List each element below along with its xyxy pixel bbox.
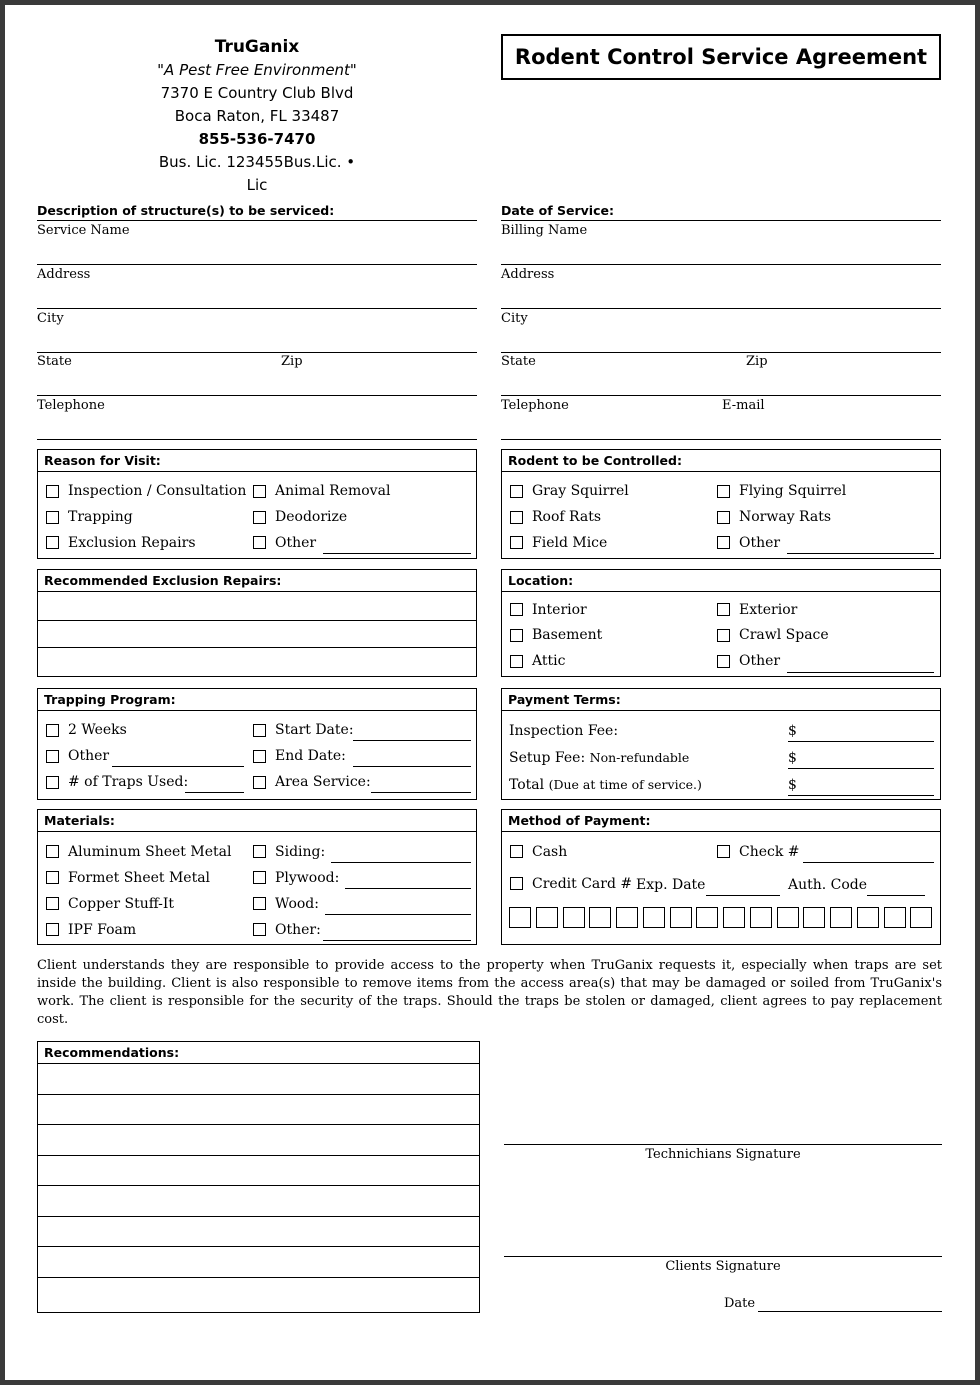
checkbox-flying-squirrel[interactable]	[717, 485, 730, 498]
exclusion-title: Recommended Exclusion Repairs:	[38, 570, 476, 592]
recommendation-row[interactable]	[38, 1246, 479, 1247]
cc-digit-cell[interactable]	[616, 907, 638, 928]
option-interior: Interior	[532, 602, 587, 618]
option-area-service: Area Service:	[275, 774, 371, 790]
option-start-date: Start Date:	[275, 722, 354, 738]
option-inspection: Inspection / Consultation	[68, 483, 247, 499]
address-field[interactable]	[37, 308, 477, 309]
checkbox-exterior[interactable]	[717, 603, 730, 616]
company-name: TruGanix	[214, 37, 300, 57]
date-of-service-field[interactable]	[501, 220, 941, 221]
checkbox-check[interactable]	[717, 845, 730, 858]
recommendation-row[interactable]	[38, 1185, 479, 1186]
rodent-box	[501, 449, 941, 559]
company-address-line2: Boca Raton, FL 33487	[174, 107, 340, 125]
exp-date-label: Exp. Date	[636, 877, 706, 893]
billing-zip-label: Zip	[746, 354, 768, 369]
option-copper: Copper Stuff-It	[68, 896, 175, 912]
setup-fee-label: Setup Fee:	[509, 750, 586, 766]
recommendations-title: Recommendations:	[38, 1042, 479, 1064]
checkbox-basement[interactable]	[510, 629, 523, 642]
rodent-title: Rodent to be Controlled:	[502, 450, 940, 472]
client-disclaimer: Client understands they are responsible to provide access to the property when TruGanix requests it, especially when traps are set inside the building. Client is also responsible to remove items from the access area(s) that may be damaged or soiled from TruGanix's work. The client is responsible for the security of the traps. Should the traps be stolen or damaged, client agrees to pay replacement cost.	[37, 958, 942, 1027]
date-of-service-heading: Date of Service:	[501, 203, 614, 218]
checkbox-norway-rats[interactable]	[717, 511, 730, 524]
billing-name-field[interactable]	[501, 264, 941, 265]
checkbox-animal-removal[interactable]	[253, 485, 266, 498]
cc-digit-cell[interactable]	[830, 907, 852, 928]
location-title: Location:	[502, 570, 940, 592]
option-norway-rats: Norway Rats	[739, 509, 832, 525]
option-exterior: Exterior	[739, 602, 798, 618]
state-label: State	[37, 354, 72, 369]
area-service-field[interactable]	[371, 792, 471, 793]
checkbox-plywood[interactable]	[253, 871, 266, 884]
option-2-weeks: 2 Weeks	[68, 722, 127, 738]
checkbox-traps-used[interactable]	[46, 776, 59, 789]
client-signature-label: Clients Signature	[665, 1259, 781, 1274]
total-note: (Due at time of service.)	[548, 777, 702, 792]
inspection-fee-currency: $	[788, 723, 797, 739]
billing-city-label: City	[501, 311, 528, 326]
option-trapping-other: Other	[68, 748, 110, 764]
option-animal-removal: Animal Removal	[275, 483, 391, 499]
document-title: Rodent Control Service Agreement	[501, 34, 941, 80]
signature-date-field[interactable]	[758, 1311, 942, 1312]
checkbox-rodent-other[interactable]	[717, 536, 730, 549]
option-credit-card: Credit Card #	[532, 876, 633, 892]
checkbox-credit-card[interactable]	[510, 877, 523, 890]
company-phone: 855-536-7470	[198, 130, 316, 148]
option-ipf-foam: IPF Foam	[68, 922, 137, 938]
cc-digit-cell[interactable]	[589, 907, 611, 928]
billing-address-field[interactable]	[501, 308, 941, 309]
method-of-payment-box	[501, 809, 941, 945]
cc-digit-cell[interactable]	[884, 907, 906, 928]
checkbox-aluminum[interactable]	[46, 845, 59, 858]
cc-digit-cell[interactable]	[670, 907, 692, 928]
checkbox-attic[interactable]	[510, 655, 523, 668]
agreement-page	[5, 5, 975, 1380]
checkbox-inspection[interactable]	[46, 485, 59, 498]
divider	[37, 220, 477, 221]
total-currency: $	[788, 777, 797, 793]
auth-code-label: Auth. Code	[788, 877, 868, 893]
checkbox-crawl-space[interactable]	[717, 629, 730, 642]
checkbox-deodorize[interactable]	[253, 511, 266, 524]
exclusion-repairs-box	[37, 569, 477, 677]
option-gray-squirrel: Gray Squirrel	[532, 483, 629, 499]
date-label: Date	[724, 1296, 756, 1311]
checkbox-wood[interactable]	[253, 897, 266, 910]
location-other-field[interactable]	[787, 672, 934, 673]
option-cash: Cash	[532, 844, 568, 860]
option-crawl-space: Crawl Space	[739, 627, 829, 643]
materials-box	[37, 809, 477, 945]
option-location-other: Other	[739, 653, 781, 669]
technician-signature-line[interactable]	[504, 1144, 942, 1145]
trapping-title: Trapping Program:	[38, 689, 476, 711]
cc-digit-cell[interactable]	[563, 907, 585, 928]
cc-digit-cell[interactable]	[696, 907, 718, 928]
recommendation-row[interactable]	[38, 1216, 479, 1217]
recommendation-row[interactable]	[38, 1094, 479, 1095]
plywood-field[interactable]	[345, 888, 471, 889]
checkbox-exclusion-repairs[interactable]	[46, 536, 59, 549]
billing-telephone-label: Telephone	[501, 398, 569, 413]
address-label: Address	[37, 267, 91, 282]
option-formet: Formet Sheet Metal	[68, 870, 211, 886]
option-traps-used: # of Traps Used:	[68, 774, 189, 790]
trapping-other-field[interactable]	[112, 766, 244, 767]
service-name-label: Service Name	[37, 223, 130, 238]
option-materials-other: Other:	[275, 922, 321, 938]
option-aluminum: Aluminum Sheet Metal	[68, 844, 232, 860]
wood-field[interactable]	[325, 914, 471, 915]
checkbox-formet[interactable]	[46, 871, 59, 884]
option-plywood: Plywood:	[275, 870, 340, 886]
setup-fee-currency: $	[788, 750, 797, 766]
payment-terms-title: Payment Terms:	[502, 689, 940, 711]
checkbox-interior[interactable]	[510, 603, 523, 616]
telephone-email-field[interactable]	[501, 439, 941, 440]
billing-address-label: Address	[501, 267, 555, 282]
checkbox-trapping[interactable]	[46, 511, 59, 524]
auth-code-field[interactable]	[867, 895, 925, 896]
checkbox-roof-rats[interactable]	[510, 511, 523, 524]
telephone-label: Telephone	[37, 398, 105, 413]
cc-digit-cell[interactable]	[723, 907, 745, 928]
checkbox-copper[interactable]	[46, 897, 59, 910]
recommendation-row[interactable]	[38, 1155, 479, 1156]
exclusion-row[interactable]	[38, 620, 476, 621]
billing-state-label: State	[501, 354, 536, 369]
checkbox-reason-other[interactable]	[253, 536, 266, 549]
check-number-field[interactable]	[803, 862, 934, 863]
option-end-date: End Date:	[275, 748, 346, 764]
billing-city-field[interactable]	[501, 352, 941, 353]
reason-title: Reason for Visit:	[38, 450, 476, 472]
traps-used-field[interactable]	[185, 792, 244, 793]
option-siding: Siding:	[275, 844, 326, 860]
cc-digit-cell[interactable]	[803, 907, 825, 928]
trapping-program-box	[37, 688, 477, 800]
option-field-mice: Field Mice	[532, 535, 608, 551]
total-label: Total	[509, 777, 545, 793]
email-label: E-mail	[722, 398, 765, 413]
rodent-other-field[interactable]	[787, 553, 934, 554]
cc-digit-cell[interactable]	[536, 907, 558, 928]
exclusion-row[interactable]	[38, 647, 476, 648]
company-tagline: "A Pest Free Environment"	[157, 61, 357, 79]
option-reason-other: Other	[275, 535, 317, 551]
option-deodorize: Deodorize	[275, 509, 348, 525]
setup-fee-field[interactable]	[788, 768, 934, 769]
service-name-field[interactable]	[37, 264, 477, 265]
checkbox-materials-other[interactable]	[253, 923, 266, 936]
setup-fee-note: Non-refundable	[589, 750, 690, 765]
recommendations-box	[37, 1041, 480, 1313]
inspection-fee-label: Inspection Fee:	[509, 723, 619, 739]
exp-date-field[interactable]	[706, 895, 780, 896]
checkbox-end-date[interactable]	[253, 750, 266, 763]
option-trapping: Trapping	[68, 509, 133, 525]
cc-digit-cell[interactable]	[509, 907, 531, 928]
city-field[interactable]	[37, 352, 477, 353]
payment-terms-box	[501, 688, 941, 800]
total-field[interactable]	[788, 795, 934, 796]
checkbox-cash[interactable]	[510, 845, 523, 858]
option-flying-squirrel: Flying Squirrel	[739, 483, 847, 499]
company-license: Bus. Lic. 123455Bus.Lic. • Lic	[158, 153, 356, 194]
cc-digit-cell[interactable]	[643, 907, 665, 928]
technician-signature-label: Technichians Signature	[645, 1147, 801, 1162]
cc-digit-cell[interactable]	[910, 907, 932, 928]
checkbox-start-date[interactable]	[253, 724, 266, 737]
recommendation-row[interactable]	[38, 1124, 479, 1125]
company-address-line1: 7370 E Country Club Blvd	[160, 84, 354, 102]
cc-digit-cell[interactable]	[750, 907, 772, 928]
option-exclusion-repairs: Exclusion Repairs	[68, 535, 196, 551]
client-signature-line[interactable]	[504, 1256, 942, 1257]
cc-digit-cell[interactable]	[777, 907, 799, 928]
checkbox-gray-squirrel[interactable]	[510, 485, 523, 498]
option-basement: Basement	[532, 627, 603, 643]
billing-state-zip-field[interactable]	[501, 395, 941, 396]
materials-other-field[interactable]	[323, 940, 471, 941]
recommendation-row[interactable]	[38, 1277, 479, 1278]
siding-field[interactable]	[331, 862, 471, 863]
reason-for-visit-box	[37, 449, 477, 559]
zip-label: Zip	[281, 354, 303, 369]
city-label: City	[37, 311, 64, 326]
state-zip-field[interactable]	[37, 395, 477, 396]
inspection-fee-field[interactable]	[788, 741, 934, 742]
reason-other-field[interactable]	[323, 553, 471, 554]
method-payment-title: Method of Payment:	[502, 810, 940, 832]
start-date-field[interactable]	[353, 740, 471, 741]
option-roof-rats: Roof Rats	[532, 509, 602, 525]
structure-heading: Description of structure(s) to be serviced:	[37, 203, 335, 218]
billing-name-label: Billing Name	[501, 223, 588, 238]
option-wood: Wood:	[275, 896, 319, 912]
checkbox-ipf-foam[interactable]	[46, 923, 59, 936]
checkbox-field-mice[interactable]	[510, 536, 523, 549]
end-date-field[interactable]	[353, 766, 471, 767]
option-attic: Attic	[532, 653, 566, 669]
option-check: Check #	[739, 844, 800, 860]
checkbox-siding[interactable]	[253, 845, 266, 858]
checkbox-trapping-other[interactable]	[46, 750, 59, 763]
checkbox-2-weeks[interactable]	[46, 724, 59, 737]
location-box	[501, 569, 941, 677]
cc-digit-cell[interactable]	[857, 907, 879, 928]
telephone-field[interactable]	[37, 439, 477, 440]
checkbox-area-service[interactable]	[253, 776, 266, 789]
company-header	[147, 36, 367, 197]
option-rodent-other: Other	[739, 535, 781, 551]
checkbox-location-other[interactable]	[717, 655, 730, 668]
materials-title: Materials:	[38, 810, 476, 832]
